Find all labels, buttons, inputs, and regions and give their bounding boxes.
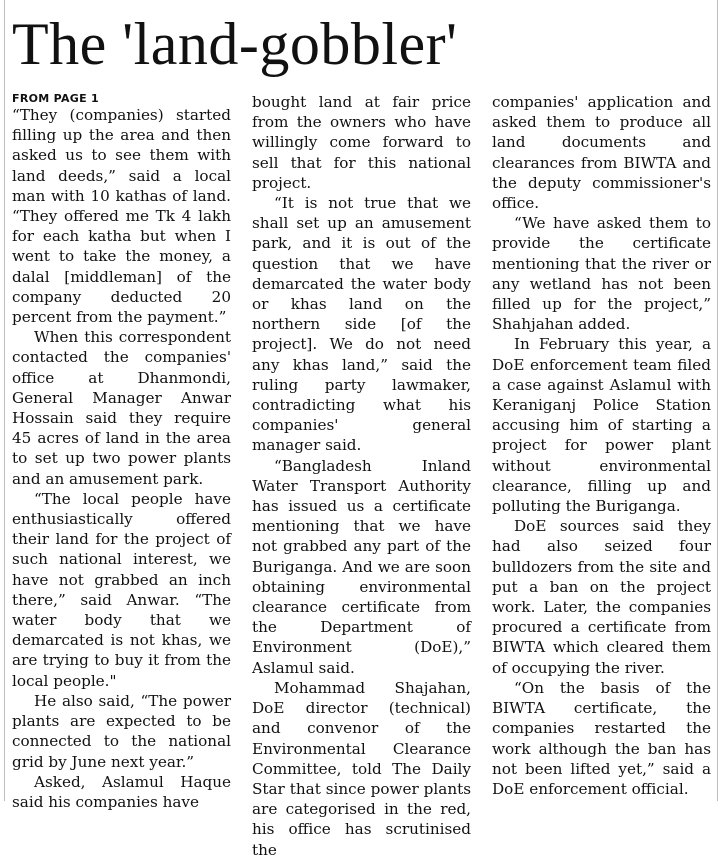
paragraph: companies' application and asked them to produce all land documents and clearances from BIWTA and the deputy commissioner's office. <box>492 93 711 213</box>
article-column-2 <box>252 92 471 859</box>
article-column-3 <box>492 92 711 797</box>
kicker: FROM PAGE 1 <box>12 92 100 105</box>
paragraph: bought land at fair price from the owners who have willingly come forward to sell that for this national project. <box>252 93 471 192</box>
paragraph: Mohammad Shajahan, DoE director (technical) and convenor of the Environmental Clearance Committee, told The Daily Star that since power plants are categorised in the red, his office has scrutinised the <box>252 678 471 859</box>
paragraph: Asked, Aslamul Haque said his companies have <box>12 772 231 811</box>
paragraph: “The local people have enthusiastically offered their land for the project of such national interest, we have not grabbed an inch there,” said Anwar. “The water body that we demarcated is not khas, we are trying to buy it from the local people." <box>12 489 231 690</box>
paragraph: “On the basis of the BIWTA certificate, the companies restarted the work although the ban has not been lifted yet,” said a DoE enforcement official. <box>492 678 711 798</box>
paragraph: “They (companies) started filling up the area and then asked us to see them with land deeds,” said a local man with 10 kathas of land. “They offered me Tk 4 lakh for each katha but when I went to take the money, a dalal [middleman] of the company deducted 20 percent from the payment.” <box>12 106 231 327</box>
paragraph: DoE sources said they had also seized four bulldozers from the site and put a ban on the project work. Later, the companies procured a certificate from BIWTA which cleared them of occupying the river. <box>492 517 711 677</box>
paragraph: He also said, “The power plants are expected to be connected to the national grid by June next year.” <box>12 691 231 771</box>
paragraph: “We have asked them to provide the certificate mentioning that the river or any wetland has not been filled up for the project,” Shahjahan added. <box>492 214 711 334</box>
paragraph: In February this year, a DoE enforcement team filed a case against Aslamul with Keraniganj Police Station accusing him of starting a project for power plant without environmental clearance, filling up and polluting the Buriganga. <box>492 335 711 516</box>
headline: The 'land-gobbler' <box>12 11 458 77</box>
right-column-rule <box>717 0 718 801</box>
article-column-1 <box>12 92 231 811</box>
paragraph: “It is not true that we shall set up an amusement park, and it is out of the question that we have demarcated the water body or khas land on the northern side [of the project]. We do not need any khas land,” said the ruling party lawmaker, contradicting what his companies' general manager said. <box>252 194 471 455</box>
paragraph: “Bangladesh Inland Water Transport Authority has issued us a certificate mentioning that we have not grabbed any part of the Buriganga. And we are soon obtaining environmental clearance certificate from the Department of Environment (DoE),” Aslamul said. <box>252 456 471 677</box>
left-column-rule <box>4 0 5 801</box>
paragraph: When this correspondent contacted the companies' office at Dhanmondi, General Manager Anwar Hossain said they require 45 acres of land in the area to set up two power plants and an amusement park. <box>12 328 231 488</box>
